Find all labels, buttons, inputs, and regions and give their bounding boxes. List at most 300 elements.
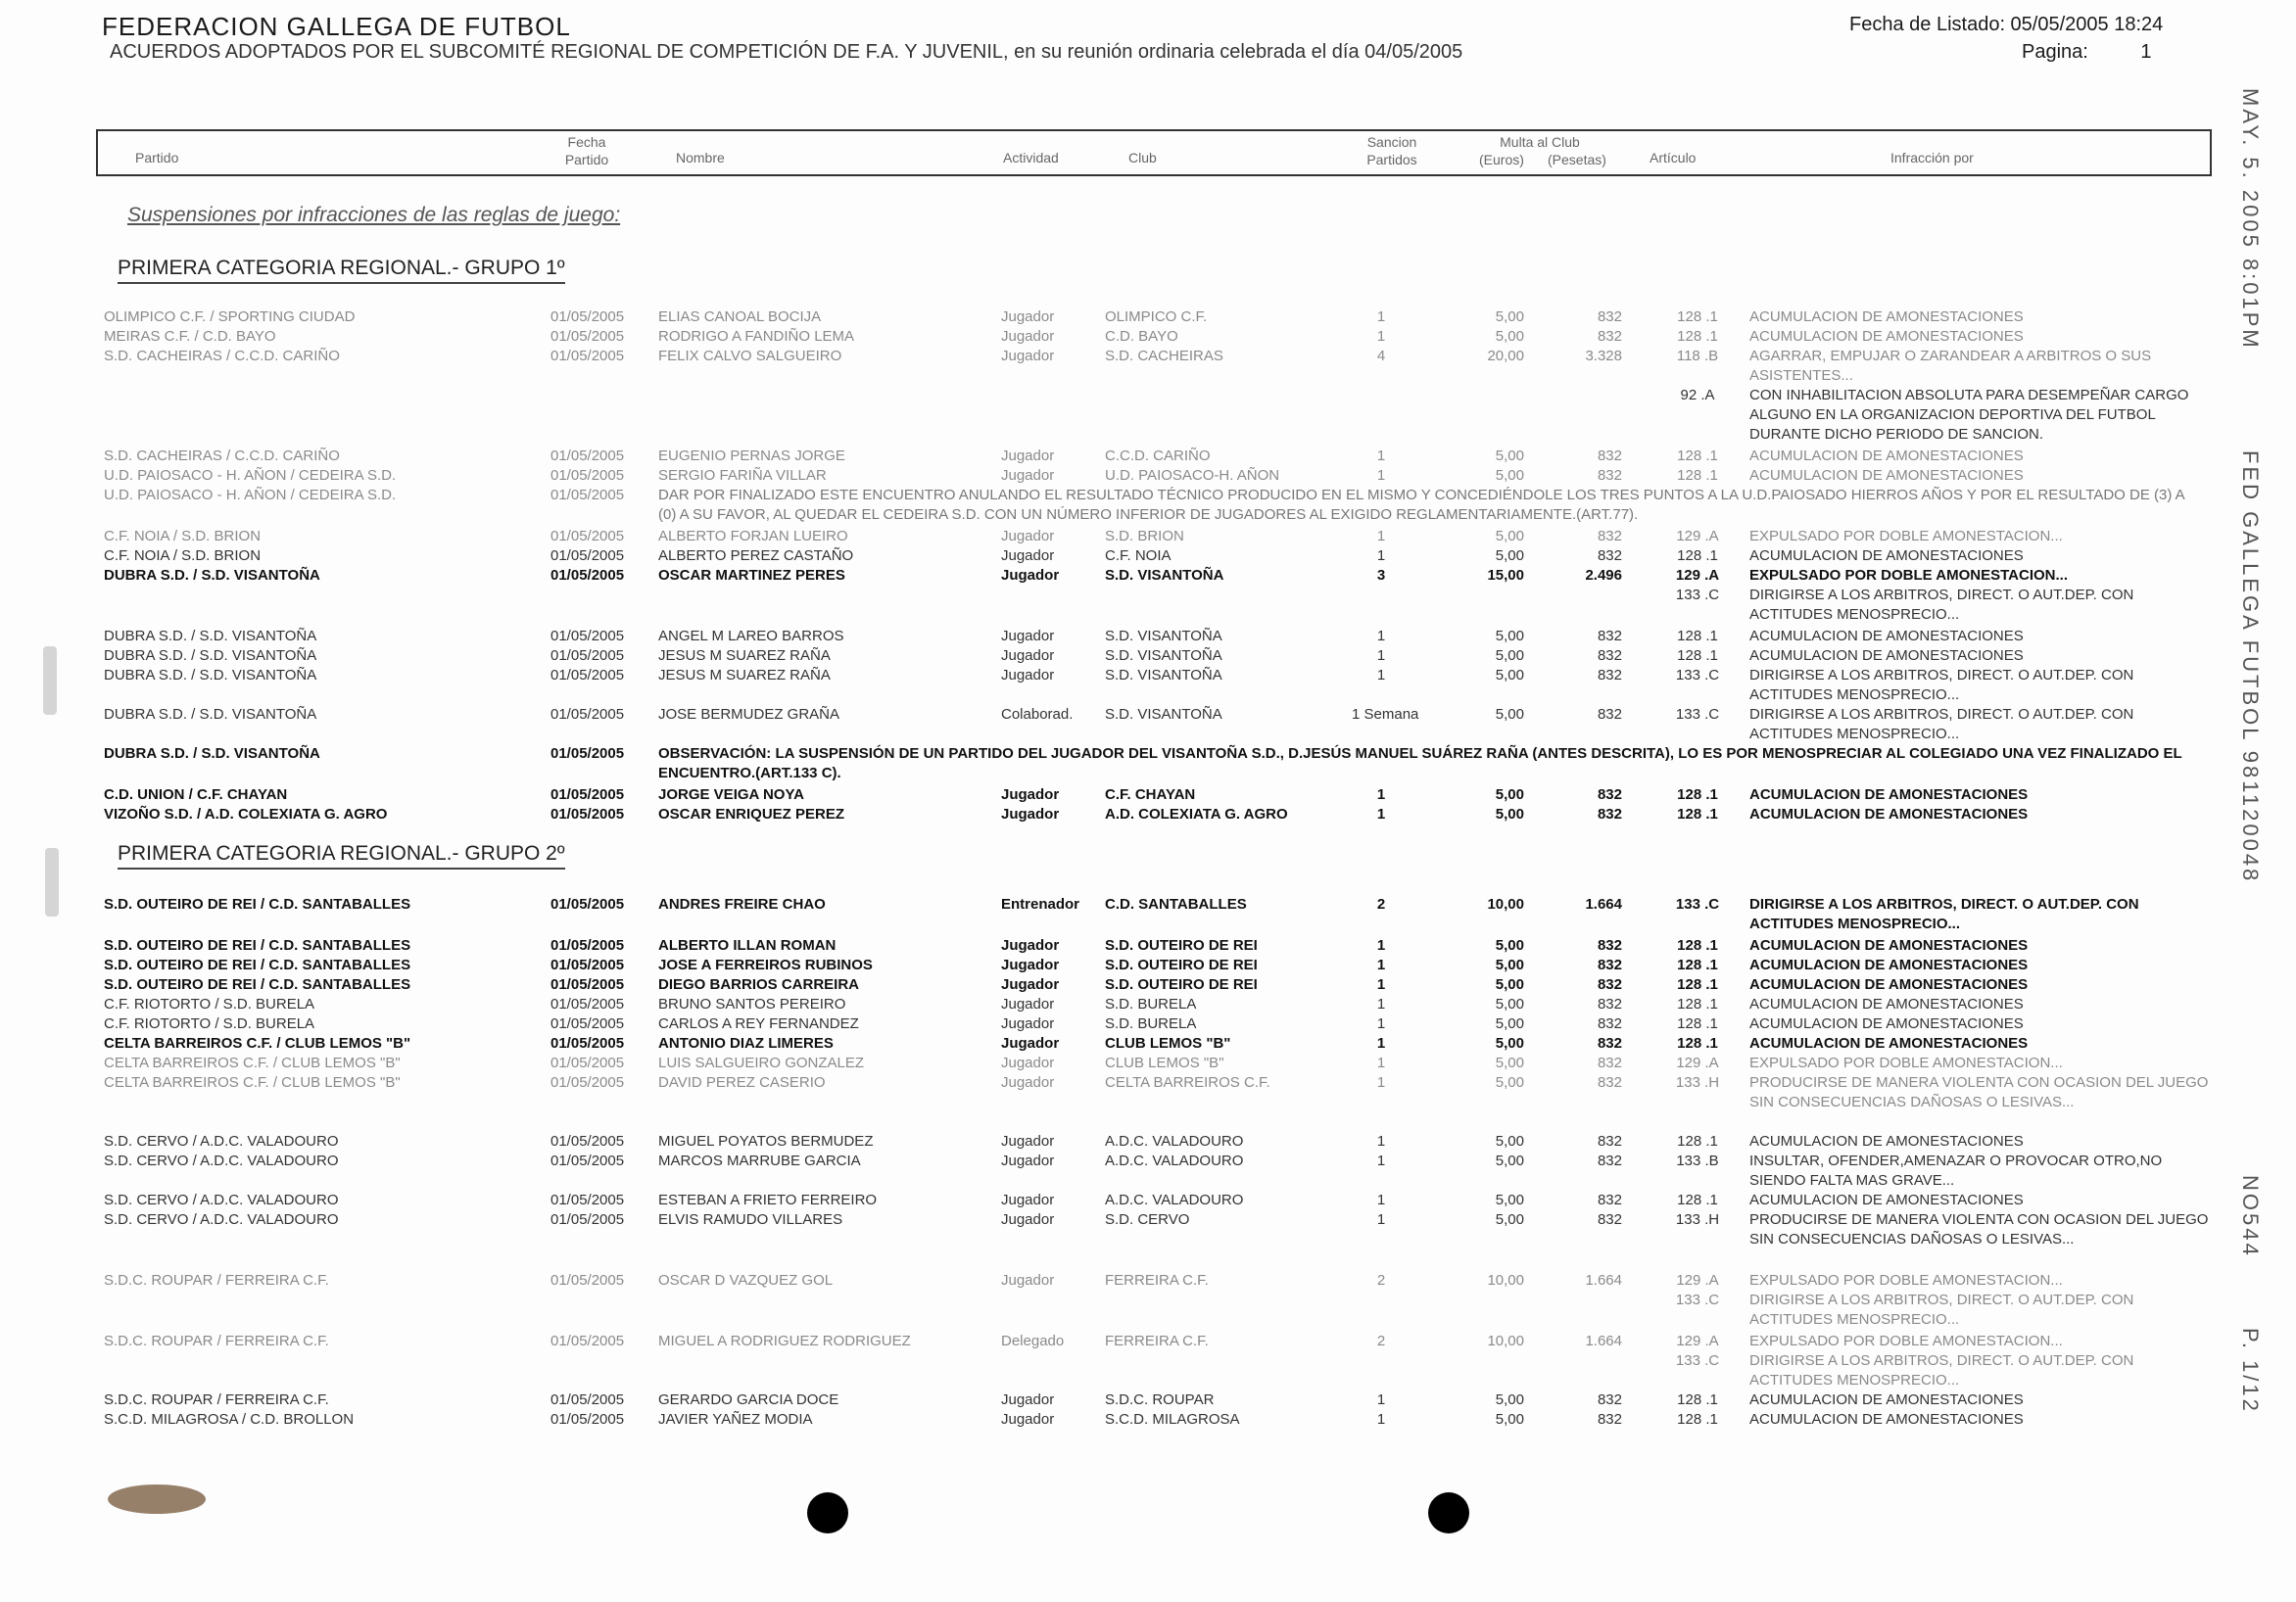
cell-club: U.D. PAIOSACO-H. AÑON (1105, 467, 1280, 484)
cell-euros: 5,00 (1495, 328, 1524, 345)
cell-pesetas: 832 (1597, 706, 1622, 723)
cell-nombre: ELIAS CANOAL BOCIJA (658, 308, 822, 325)
cell-club: C.F. NOIA (1105, 547, 1172, 564)
cell-sancion: 4 (1376, 348, 1386, 364)
cell-nombre: MIGUEL POYATOS BERMUDEZ (658, 1133, 874, 1150)
cell-nombre: ESTEBAN A FRIETO FERREIRO (658, 1192, 878, 1208)
cell-nombre: JESUS M SUAREZ RAÑA (658, 667, 831, 683)
cell-partido: VIZOÑO S.D. / A.D. COLEXIATA G. AGRO (104, 806, 388, 823)
column-header-box (96, 129, 2212, 176)
cell-infraccion: DIRIGIRSE A LOS ARBITROS, DIRECT. O AUT.DEP. CON ACTITUDES MENOSPRECIO... (1749, 667, 2134, 703)
col-articulo: Artículo (1650, 150, 1697, 165)
cell-club: S.D.C. ROUPAR (1105, 1391, 1215, 1408)
cell-articulo: 133 .H (1675, 1074, 1720, 1091)
cell-partido: S.D. OUTEIRO DE REI / C.D. SANTABALLES (104, 976, 411, 993)
cell-euros: 5,00 (1495, 1055, 1524, 1071)
observation-text: DAR POR FINALIZADO ESTE ENCUENTRO ANULANDO EL RESULTADO TÉCNICO PRODUCIDO EN EL MISMO Y CONCEDIÉNDOLE LOS TRES PUNTOS A LA U.D.PAIOSADO HIERROS AÑOS Y POR EL RESULTADO DE (3) A (0) A SU FAVOR, AL QUEDAR EL CEDEIRA S.D. CON UN NÚMERO INFERIOR DE JUGADORES AL EXIGIDO REGLAMENTARIAMENTE.(ART.77). (658, 487, 2184, 523)
cell-partido: S.D. OUTEIRO DE REI / C.D. SANTABALLES (104, 937, 411, 954)
cell-infraccion: ACUMULACION DE AMONESTACIONES (1749, 1192, 2024, 1208)
cell-club: S.D. CERVO (1105, 1211, 1190, 1228)
cell-partido: C.F. NOIA / S.D. BRION (104, 547, 262, 564)
cell-articulo: 133 .C (1675, 587, 1720, 603)
cell-fecha: 01/05/2005 (550, 1035, 625, 1052)
cell-fecha: 01/05/2005 (550, 1391, 625, 1408)
cell-nombre: GERARDO GARCIA DOCE (658, 1391, 839, 1408)
cell-partido: S.D. CACHEIRAS / C.C.D. CARIÑO (104, 448, 340, 464)
cell-infraccion: ACUMULACION DE AMONESTACIONES (1749, 976, 2029, 993)
cell-actividad: Jugador (1001, 348, 1055, 364)
cell-infraccion: ACUMULACION DE AMONESTACIONES (1749, 1035, 2029, 1052)
observation-text: OBSERVACIÓN: LA SUSPENSIÓN DE UN PARTIDO DEL JUGADOR DEL VISANTOÑA S.D., D.JESÚS MANUEL SUÁREZ RAÑA (ANTES DESCRITA), LO ES POR MENOSPRECIAR AL COLEGIADO UNA VEZ FINALIZADO EL ENCUENTRO.(ART.133 C). (658, 745, 2182, 781)
cell-actividad: Jugador (1001, 647, 1055, 664)
cell-nombre: DIEGO BARRIOS CARREIRA (658, 976, 860, 993)
cell-articulo: 133 .C (1675, 1292, 1720, 1308)
cell-pesetas: 832 (1597, 1133, 1622, 1150)
cell-infraccion: ACUMULACION DE AMONESTACIONES (1749, 467, 2024, 484)
cell-partido: DUBRA S.D. / S.D. VISANTOÑA (104, 667, 317, 683)
page-indicator (2022, 41, 2152, 64)
cell-fecha: 01/05/2005 (550, 1333, 625, 1349)
cell-articulo: 128 .1 (1677, 547, 1718, 564)
cell-pesetas: 832 (1597, 448, 1622, 464)
cell-pesetas: 2.496 (1585, 567, 1622, 584)
cell-euros: 5,00 (1495, 1153, 1524, 1169)
cell-nombre: OSCAR ENRIQUEZ PEREZ (658, 806, 845, 823)
cell-articulo: 128 .1 (1677, 1035, 1718, 1052)
cell-euros: 5,00 (1495, 528, 1524, 544)
cell-nombre: RODRIGO A FANDIÑO LEMA (658, 328, 855, 345)
punch-hole (1428, 1492, 1469, 1533)
cell-actividad: Jugador (1001, 996, 1055, 1013)
cell-sancion: 1 (1376, 467, 1386, 484)
cell-club: CELTA BARREIROS C.F. (1105, 1074, 1270, 1091)
cell-pesetas: 832 (1597, 1035, 1622, 1052)
cell-articulo: 128 .1 (1677, 976, 1718, 993)
cell-fecha: 01/05/2005 (550, 467, 625, 484)
cell-sancion: 1 (1376, 528, 1386, 544)
cell-club: C.F. CHAYAN (1105, 786, 1196, 803)
cell-euros: 5,00 (1495, 547, 1524, 564)
cell-fecha: 01/05/2005 (550, 1133, 625, 1150)
cell-partido: U.D. PAIOSACO - H. AÑON / CEDEIRA S.D. (104, 467, 397, 484)
cell-articulo: 128 .1 (1677, 1133, 1718, 1150)
cell-nombre: DAVID PEREZ CASERIO (658, 1074, 826, 1091)
cell-partido: S.D. CACHEIRAS / C.C.D. CARIÑO (104, 348, 340, 364)
cell-pesetas: 832 (1597, 1391, 1622, 1408)
cell-sancion: 2 (1376, 1333, 1386, 1349)
cell-articulo: 128 .1 (1677, 328, 1718, 345)
cell-euros: 5,00 (1495, 1015, 1524, 1032)
cell-articulo: 128 .1 (1677, 1391, 1718, 1408)
cell-club: S.D. BRION (1105, 528, 1184, 544)
cell-club: S.D. VISANTOÑA (1105, 667, 1222, 683)
cell-articulo: 129 .A (1676, 528, 1719, 544)
cell-fecha: 01/05/2005 (550, 348, 625, 364)
cell-sancion: 1 (1376, 647, 1386, 664)
cell-club: S.D. BURELA (1105, 996, 1197, 1013)
cell-actividad: Jugador (1001, 1015, 1055, 1032)
cell-infraccion: DIRIGIRSE A LOS ARBITROS, DIRECT. O AUT.DEP. CON ACTITUDES MENOSPRECIO... (1749, 1352, 2134, 1389)
cell-fecha: 01/05/2005 (550, 1074, 625, 1091)
cell-club: S.D. OUTEIRO DE REI (1105, 957, 1258, 973)
cell-fecha: 01/05/2005 (550, 1015, 625, 1032)
cell-nombre: ELVIS RAMUDO VILLARES (658, 1211, 843, 1228)
cell-infraccion: DIRIGIRSE A LOS ARBITROS, DIRECT. O AUT.DEP. CON ACTITUDES MENOSPRECIO... (1749, 587, 2134, 623)
cell-sancion: 1 (1376, 667, 1386, 683)
cell-nombre: MIGUEL A RODRIGUEZ RODRIGUEZ (658, 1333, 911, 1349)
cell-sancion: 1 (1376, 1035, 1386, 1052)
cell-articulo: 133 .H (1675, 1211, 1720, 1228)
cell-actividad: Jugador (1001, 1035, 1060, 1052)
cell-euros: 5,00 (1495, 628, 1524, 644)
cell-euros: 10,00 (1487, 896, 1524, 913)
cell-sancion: 1 (1376, 1015, 1386, 1032)
cell-partido: S.D.C. ROUPAR / FERREIRA C.F. (104, 1272, 329, 1289)
cell-euros: 20,00 (1487, 348, 1524, 364)
fax-page: P. 1/12 (2238, 1328, 2263, 1414)
col-partido: Partido (135, 150, 179, 165)
cell-partido: U.D. PAIOSACO - H. AÑON / CEDEIRA S.D. (104, 487, 397, 503)
cell-nombre: ANDRES FREIRE CHAO (658, 896, 826, 913)
cell-sancion: 3 (1376, 567, 1386, 584)
cell-actividad: Jugador (1001, 628, 1055, 644)
cell-nombre: MARCOS MARRUBE GARCIA (658, 1153, 861, 1169)
cell-euros: 5,00 (1495, 1133, 1524, 1150)
cell-club: FERREIRA C.F. (1105, 1333, 1209, 1349)
cell-euros: 5,00 (1495, 1411, 1524, 1428)
cell-fecha: 01/05/2005 (550, 976, 625, 993)
cell-nombre: JAVIER YAÑEZ MODIA (658, 1411, 813, 1428)
cell-fecha: 01/05/2005 (550, 487, 625, 503)
col-sancion: Sancion Partidos (1366, 134, 1417, 167)
cell-euros: 5,00 (1495, 786, 1524, 803)
cell-club: S.D. VISANTOÑA (1105, 628, 1222, 644)
cell-partido: S.D. CERVO / A.D.C. VALADOURO (104, 1211, 339, 1228)
cell-pesetas: 832 (1597, 957, 1622, 973)
cell-partido: S.D. CERVO / A.D.C. VALADOURO (104, 1133, 339, 1150)
cell-actividad: Jugador (1001, 1133, 1055, 1150)
cell-articulo: 128 .1 (1677, 308, 1718, 325)
cell-euros: 5,00 (1495, 937, 1524, 954)
col-actividad: Actividad (1003, 150, 1059, 165)
cell-pesetas: 832 (1597, 996, 1622, 1013)
col-fecha: Fecha Partido (564, 134, 609, 167)
cell-infraccion: DIRIGIRSE A LOS ARBITROS, DIRECT. O AUT.DEP. CON ACTITUDES MENOSPRECIO... (1749, 1292, 2134, 1328)
cell-infraccion: AGARRAR, EMPUJAR O ZARANDEAR A ARBITROS O SUS ASISTENTES... (1749, 348, 2152, 384)
cell-articulo: 128 .1 (1677, 467, 1718, 484)
cell-euros: 5,00 (1495, 957, 1524, 973)
cell-sancion: 2 (1376, 1272, 1386, 1289)
cell-actividad: Entrenador (1001, 896, 1080, 913)
cell-fecha: 01/05/2005 (550, 628, 625, 644)
cell-nombre: ALBERTO PEREZ CASTAÑO (658, 547, 854, 564)
cell-sancion: 1 (1376, 1074, 1386, 1091)
col-pesetas: (Pesetas) (1548, 152, 1606, 167)
cell-pesetas: 832 (1597, 667, 1622, 683)
scan-mark (43, 646, 57, 715)
document-subtitle: ACUERDOS ADOPTADOS POR EL SUBCOMITÉ REGIONAL DE COMPETICIÓN DE F.A. Y JUVENIL, en su reunión ordinaria celebrada el día 04/05/2005 (110, 41, 1463, 63)
cell-partido: DUBRA S.D. / S.D. VISANTOÑA (104, 628, 317, 644)
cell-club: A.D.C. VALADOURO (1105, 1133, 1244, 1150)
cell-infraccion: ACUMULACION DE AMONESTACIONES (1749, 786, 2029, 803)
cell-infraccion: ACUMULACION DE AMONESTACIONES (1749, 647, 2024, 664)
cell-pesetas: 832 (1597, 1192, 1622, 1208)
cell-infraccion: EXPULSADO POR DOBLE AMONESTACION... (1749, 1272, 2063, 1289)
cell-partido: S.D.C. ROUPAR / FERREIRA C.F. (104, 1391, 329, 1408)
cell-pesetas: 3.328 (1585, 348, 1622, 364)
page-label: Pagina: (2022, 41, 2088, 63)
cell-pesetas: 832 (1597, 628, 1622, 644)
cell-partido: DUBRA S.D. / S.D. VISANTOÑA (104, 567, 320, 584)
cell-partido: C.F. RIOTORTO / S.D. BURELA (104, 1015, 315, 1032)
cell-sancion: 1 (1376, 547, 1386, 564)
cell-nombre: JORGE VEIGA NOYA (658, 786, 804, 803)
cell-pesetas: 832 (1597, 328, 1622, 345)
cell-euros: 5,00 (1495, 467, 1524, 484)
cell-fecha: 01/05/2005 (550, 745, 625, 762)
cell-euros: 5,00 (1495, 1035, 1524, 1052)
cell-articulo: 128 .1 (1677, 806, 1718, 823)
cell-euros: 5,00 (1495, 647, 1524, 664)
cell-pesetas: 1.664 (1585, 1272, 1622, 1289)
page-number: 1 (2140, 41, 2152, 63)
cell-partido: DUBRA S.D. / S.D. VISANTOÑA (104, 745, 320, 762)
scan-mark (45, 848, 59, 917)
cell-sancion: 1 (1376, 448, 1386, 464)
cell-articulo: 129 .A (1676, 1333, 1719, 1349)
cell-sancion: 1 (1376, 957, 1386, 973)
cell-articulo: 92 .A (1680, 387, 1715, 403)
cell-nombre: SERGIO FARIÑA VILLAR (658, 467, 827, 484)
cell-fecha: 01/05/2005 (550, 896, 625, 913)
cell-partido: CELTA BARREIROS C.F. / CLUB LEMOS "B" (104, 1035, 411, 1052)
cell-pesetas: 832 (1597, 308, 1622, 325)
cell-articulo: 128 .1 (1677, 957, 1718, 973)
cell-articulo: 129 .A (1676, 1055, 1719, 1071)
cell-actividad: Jugador (1001, 467, 1055, 484)
cell-euros: 5,00 (1495, 308, 1524, 325)
cell-infraccion: EXPULSADO POR DOBLE AMONESTACION... (1749, 567, 2069, 584)
cell-articulo: 133 .C (1675, 1352, 1720, 1369)
cell-pesetas: 832 (1597, 786, 1622, 803)
cell-articulo: 128 .1 (1677, 786, 1718, 803)
cell-euros: 5,00 (1495, 1074, 1524, 1091)
cell-pesetas: 832 (1597, 547, 1622, 564)
cell-euros: 5,00 (1495, 1192, 1524, 1208)
cell-sancion: 1 (1376, 1192, 1386, 1208)
cell-euros: 5,00 (1495, 996, 1524, 1013)
cell-nombre: OSCAR D VAZQUEZ GOL (658, 1272, 834, 1289)
cell-fecha: 01/05/2005 (550, 996, 625, 1013)
cell-sancion: 1 (1376, 1133, 1386, 1150)
cell-club: A.D.C. VALADOURO (1105, 1153, 1244, 1169)
cell-fecha: 01/05/2005 (550, 786, 625, 803)
cell-fecha: 01/05/2005 (550, 647, 625, 664)
cell-articulo: 128 .1 (1677, 1411, 1718, 1428)
cell-fecha: 01/05/2005 (550, 448, 625, 464)
cell-infraccion: EXPULSADO POR DOBLE AMONESTACION... (1749, 528, 2063, 544)
cell-club: S.D. VISANTOÑA (1105, 647, 1222, 664)
cell-nombre: JESUS M SUAREZ RAÑA (658, 647, 831, 664)
cell-actividad: Colaborad. (1001, 706, 1074, 723)
cell-infraccion: ACUMULACION DE AMONESTACIONES (1749, 1133, 2024, 1150)
cell-infraccion: EXPULSADO POR DOBLE AMONESTACION... (1749, 1333, 2063, 1349)
cell-fecha: 01/05/2005 (550, 328, 625, 345)
section-title: Suspensiones por infracciones de las reglas de juego: (127, 204, 621, 226)
cell-euros: 10,00 (1487, 1333, 1524, 1349)
cell-sancion: 1 (1376, 328, 1386, 345)
cell-nombre: ANGEL M LAREO BARROS (658, 628, 844, 644)
cell-club: A.D.C. VALADOURO (1105, 1192, 1244, 1208)
cell-club: C.C.D. CARIÑO (1105, 448, 1211, 464)
cell-partido: DUBRA S.D. / S.D. VISANTOÑA (104, 647, 317, 664)
group-2-title: PRIMERA CATEGORIA REGIONAL.- GRUPO 2º (118, 842, 565, 870)
cell-club: CLUB LEMOS "B" (1105, 1035, 1231, 1052)
cell-pesetas: 832 (1597, 647, 1622, 664)
cell-actividad: Jugador (1001, 1411, 1055, 1428)
cell-sancion: 2 (1376, 896, 1386, 913)
cell-actividad: Jugador (1001, 328, 1055, 345)
cell-articulo: 129 .A (1675, 567, 1720, 584)
cell-infraccion: DIRIGIRSE A LOS ARBITROS, DIRECT. O AUT.DEP. CON ACTITUDES MENOSPRECIO... (1749, 706, 2134, 742)
cell-infraccion: ACUMULACION DE AMONESTACIONES (1749, 957, 2029, 973)
cell-infraccion: DIRIGIRSE A LOS ARBITROS, DIRECT. O AUT.DEP. CON ACTITUDES MENOSPRECIO... (1749, 896, 2139, 932)
cell-euros: 10,00 (1487, 1272, 1524, 1289)
cell-actividad: Jugador (1001, 806, 1060, 823)
cell-partido: OLIMPICO C.F. / SPORTING CIUDAD (104, 308, 356, 325)
cell-actividad: Jugador (1001, 937, 1060, 954)
cell-club: S.D. OUTEIRO DE REI (1105, 976, 1258, 993)
cell-infraccion: ACUMULACION DE AMONESTACIONES (1749, 806, 2029, 823)
cell-actividad: Jugador (1001, 448, 1055, 464)
cell-partido: S.C.D. MILAGROSA / C.D. BROLLON (104, 1411, 355, 1428)
cell-articulo: 133 .C (1675, 706, 1720, 723)
cell-club: FERREIRA C.F. (1105, 1272, 1209, 1289)
cell-fecha: 01/05/2005 (550, 1272, 625, 1289)
cell-club: S.D. VISANTOÑA (1105, 706, 1222, 723)
cell-infraccion: ACUMULACION DE AMONESTACIONES (1749, 1411, 2024, 1428)
cell-partido: S.D.C. ROUPAR / FERREIRA C.F. (104, 1333, 329, 1349)
cell-actividad: Jugador (1001, 1074, 1055, 1091)
cell-sancion: 1 (1376, 937, 1386, 954)
col-infraccion: Infracción por (1890, 150, 1974, 165)
cell-partido: MEIRAS C.F. / C.D. BAYO (104, 328, 276, 345)
cell-sancion: 1 (1376, 1153, 1386, 1169)
cell-infraccion: ACUMULACION DE AMONESTACIONES (1749, 328, 2024, 345)
cell-infraccion: EXPULSADO POR DOBLE AMONESTACION... (1749, 1055, 2063, 1071)
cell-actividad: Jugador (1001, 308, 1055, 325)
cell-sancion: 1 (1376, 628, 1386, 644)
cell-fecha: 01/05/2005 (550, 1211, 625, 1228)
cell-infraccion: ACUMULACION DE AMONESTACIONES (1749, 1391, 2024, 1408)
cell-pesetas: 832 (1597, 806, 1622, 823)
cell-pesetas: 832 (1597, 976, 1622, 993)
cell-infraccion: ACUMULACION DE AMONESTACIONES (1749, 937, 2029, 954)
cell-fecha: 01/05/2005 (550, 567, 625, 584)
cell-infraccion: PRODUCIRSE DE MANERA VIOLENTA CON OCASION DEL JUEGO SIN CONSECUENCIAS DAÑOSAS O LESIVAS... (1749, 1074, 2209, 1110)
cell-articulo: 128 .1 (1677, 937, 1718, 954)
cell-partido: S.D. CERVO / A.D.C. VALADOURO (104, 1153, 339, 1169)
cell-nombre: JOSE A FERREIROS RUBINOS (658, 957, 873, 973)
cell-pesetas: 832 (1597, 467, 1622, 484)
stain-mark (108, 1484, 206, 1514)
cell-club: C.D. SANTABALLES (1105, 896, 1247, 913)
cell-nombre: CARLOS A REY FERNANDEZ (658, 1015, 859, 1032)
cell-pesetas: 832 (1597, 1015, 1622, 1032)
cell-euros: 5,00 (1495, 806, 1524, 823)
cell-actividad: Jugador (1001, 528, 1055, 544)
cell-nombre: ALBERTO FORJAN LUEIRO (658, 528, 848, 544)
cell-actividad: Jugador (1001, 547, 1055, 564)
cell-nombre: BRUNO SANTOS PEREIRO (658, 996, 846, 1013)
cell-articulo: 133 .C (1675, 667, 1720, 683)
cell-nombre: OSCAR MARTINEZ PERES (658, 567, 845, 584)
group-1-title: PRIMERA CATEGORIA REGIONAL.- GRUPO 1º (118, 257, 565, 284)
cell-pesetas: 1.664 (1585, 1333, 1622, 1349)
cell-pesetas: 832 (1597, 1074, 1622, 1091)
cell-euros: 5,00 (1495, 448, 1524, 464)
cell-fecha: 01/05/2005 (550, 308, 625, 325)
fax-number: NO544 (2238, 1175, 2263, 1258)
cell-infraccion: ACUMULACION DE AMONESTACIONES (1749, 547, 2024, 564)
cell-sancion: 1 (1376, 1411, 1386, 1428)
cell-fecha: 01/05/2005 (550, 806, 625, 823)
cell-actividad: Jugador (1001, 1272, 1055, 1289)
cell-actividad: Jugador (1001, 1153, 1055, 1169)
cell-articulo: 128 .1 (1677, 628, 1718, 644)
cell-infraccion: ACUMULACION DE AMONESTACIONES (1749, 308, 2024, 325)
cell-fecha: 01/05/2005 (550, 528, 625, 544)
cell-euros: 5,00 (1495, 1391, 1524, 1408)
cell-partido: C.D. UNION / C.F. CHAYAN (104, 786, 288, 803)
fax-sender: FED GALLEGA FUTBOL 981120048 (2238, 450, 2263, 884)
cell-sancion: 1 Semana (1352, 706, 1419, 723)
cell-nombre: ALBERTO ILLAN ROMAN (658, 937, 837, 954)
cell-articulo: 128 .1 (1677, 996, 1718, 1013)
cell-sancion: 1 (1376, 1391, 1386, 1408)
cell-articulo: 128 .1 (1677, 448, 1718, 464)
cell-fecha: 01/05/2005 (550, 957, 625, 973)
cell-euros: 5,00 (1495, 667, 1524, 683)
cell-fecha: 01/05/2005 (550, 1153, 625, 1169)
cell-actividad: Jugador (1001, 1055, 1055, 1071)
cell-club: S.D. OUTEIRO DE REI (1105, 937, 1258, 954)
cell-nombre: FELIX CALVO SALGUEIRO (658, 348, 842, 364)
cell-actividad: Jugador (1001, 976, 1060, 993)
federation-name: FEDERACION GALLEGA DE FUTBOL (102, 12, 571, 41)
cell-club: A.D. COLEXIATA G. AGRO (1105, 806, 1288, 823)
cell-infraccion: ACUMULACION DE AMONESTACIONES (1749, 628, 2024, 644)
cell-partido: C.F. NOIA / S.D. BRION (104, 528, 262, 544)
cell-actividad: Jugador (1001, 786, 1060, 803)
cell-actividad: Jugador (1001, 567, 1060, 584)
punch-hole (807, 1492, 848, 1533)
cell-articulo: 128 .1 (1677, 1192, 1718, 1208)
cell-club: S.C.D. MILAGROSA (1105, 1411, 1240, 1428)
cell-infraccion: ACUMULACION DE AMONESTACIONES (1749, 996, 2024, 1013)
cell-infraccion: ACUMULACION DE AMONESTACIONES (1749, 1015, 2024, 1032)
cell-sancion: 1 (1376, 786, 1386, 803)
cell-club: OLIMPICO C.F. (1105, 308, 1208, 325)
cell-actividad: Jugador (1001, 1391, 1055, 1408)
cell-partido: CELTA BARREIROS C.F. / CLUB LEMOS "B" (104, 1074, 401, 1091)
col-club: Club (1128, 150, 1157, 165)
cell-partido: S.D. OUTEIRO DE REI / C.D. SANTABALLES (104, 957, 411, 973)
cell-euros: 5,00 (1495, 976, 1524, 993)
cell-nombre: JOSE BERMUDEZ GRAÑA (658, 706, 840, 723)
cell-actividad: Jugador (1001, 667, 1055, 683)
col-nombre: Nombre (676, 150, 725, 165)
